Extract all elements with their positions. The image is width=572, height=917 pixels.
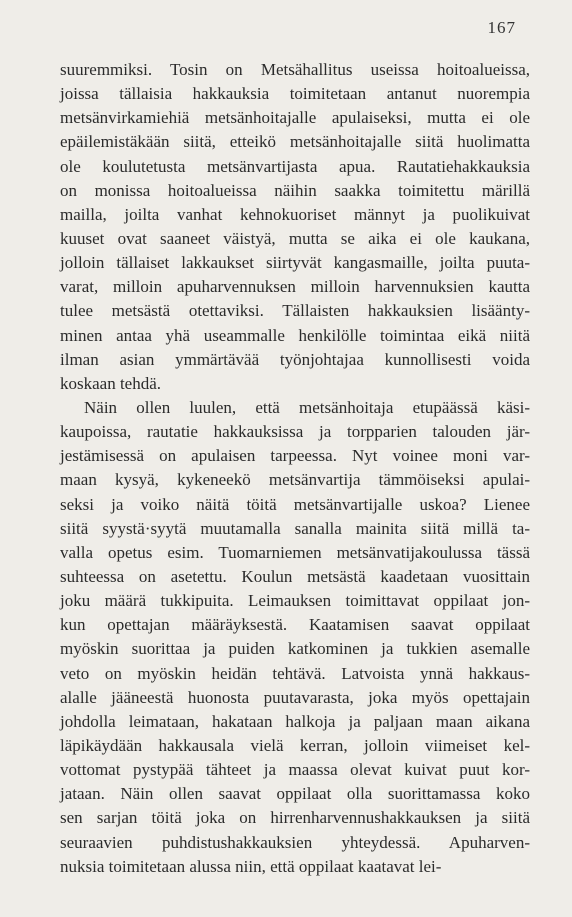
page-number: 167 [487,18,516,37]
text-line: nuksia toimitetaan alussa niin, että oppilaat kaatavat lei- [60,856,442,876]
text-line: seksi ja voiko näitä töitä metsänvartijalle uskoa? Lienee [60,494,530,514]
text-line: ole koulutetusta metsänvartijasta apua. Rautatiehakkauksia [60,156,530,176]
text-line: Näin ollen luulen, että metsänhoitaja etupäässä käsi- [84,397,530,417]
text-line: kaupoissa, rautatie hakkauksissa ja torpparien talouden jär- [60,422,530,442]
text-line: jestämisessä on apulaisen tarpeessa. Nyt voinee moni var- [60,446,530,466]
text-line: epäilemistäkään siitä, etteikö metsänhoitajalle siitä huolimatta [60,132,530,152]
text-line: kuuset ovat saaneet väistyä, mutta se aika ei ole kaukana, [60,228,530,248]
text-line: suhteessa on asetettu. Koulun metsästä kaadetaan vuosittain [60,566,530,586]
text-line: varat, milloin apuharvennuksen milloin harvennuksien kautta [60,277,530,297]
text-line: metsänvirkamiehiä metsänhoitajalle apulaiseksi, mutta ei ole [60,108,530,128]
text-line: mailla, joilta vanhat kehnokuoriset männyt ja puolikuivat [60,204,530,224]
text-line: on monissa hoitoalueissa näihin saakka toimitettu märillä [60,180,530,200]
text-line: sen sarjan töitä joka on hirrenharvennushakkauksen ja siitä [60,808,530,828]
text-line: suuremmiksi. Tosin on Metsähallitus useissa hoitoalueissa, [60,60,530,79]
text-line: kun opettajan määräyksestä. Kaatamisen saavat oppilaat [60,615,530,635]
text-line: läpikäydään hakkausala vielä kerran, jolloin viimeiset kel- [60,735,530,755]
text-line: tulee metsästä otettaviksi. Tällaisten hakkauksien lisäänty- [60,301,530,321]
text-line: johdolla leimataan, hakataan halkoja ja paljaan maan aikana [60,711,530,731]
body-text [60,58,530,879]
text-line: veto on myöskin heidän tehtävä. Latvoista ynnä hakkaus- [60,663,530,683]
text-line: joissa tällaisia hakkauksia toimitetaan antanut nuorempia [60,84,530,104]
text-line: valla opetus esim. Tuomarniemen metsänvatijakoulussa tässä [60,542,530,562]
text-line: jolloin tällaiset lakkaukset siirtyvät kangasmaille, joilta puuta- [60,253,530,273]
text-line: vottomat pystypää tähteet ja maassa olevat kuivat puut kor- [60,760,530,780]
text-line: siitä syystä·syytä muutamalla sanalla mainita siitä millä ta- [60,518,530,538]
text-line: ilman asian ymmärtävää työnjohtajaa kunnollisesti voida [60,349,530,369]
text-line: koskaan tehdä. [60,373,162,393]
text-line: jataan. Näin ollen saavat oppilaat olla suorittamassa koko [60,784,530,804]
text-line: joku määrä tukkipuita. Leimauksen toimittavat oppilaat jon- [60,591,530,611]
text-line: alalle jääneestä huonosta puutavarasta, joka myös opettajain [60,687,530,707]
text-line: myöskin suorittaa ja puiden katkominen ja tukkien asemalle [60,639,530,659]
text-line: seuraavien puhdistushakkauksien yhteydessä. Apuharven- [60,832,530,852]
text-line: minen antaa yhä useammalle henkilölle toimintaa eikä niitä [60,325,530,345]
text-line: maan kysyä, kykeneekö metsänvartija tämmöiseksi apulai- [60,470,530,490]
